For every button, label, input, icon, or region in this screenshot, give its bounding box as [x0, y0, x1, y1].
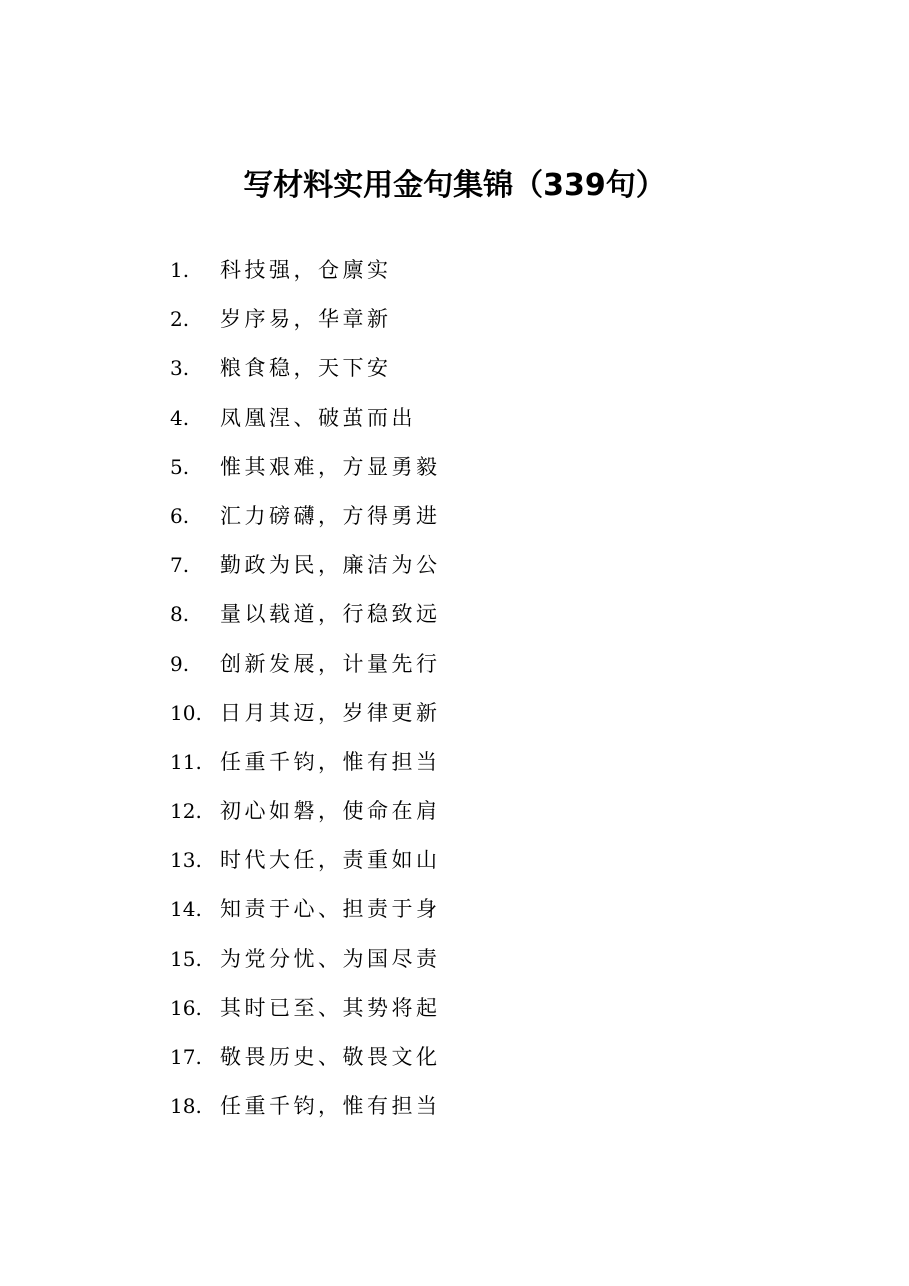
- item-number: 3.: [170, 356, 190, 381]
- phrase-list: [170, 246, 770, 1131]
- item-number: 1.: [170, 258, 190, 282]
- item-text: 科技强，仓廪实: [220, 258, 392, 282]
- item-text: 任重千钧，惟有担当: [220, 1094, 441, 1119]
- list-item: [170, 787, 770, 836]
- item-text: 惟其艰难，方显勇毅: [220, 454, 441, 479]
- item-number: 11.: [170, 749, 202, 774]
- list-item: [170, 344, 770, 393]
- item-number: 13.: [170, 848, 202, 873]
- list-item: [170, 689, 770, 738]
- list-item: [170, 640, 770, 689]
- item-text: 其时已至、其势将起: [220, 995, 441, 1020]
- item-text: 日月其迈，岁律更新: [220, 700, 441, 725]
- list-item: [170, 443, 770, 492]
- item-text: 凤凰涅、破茧而出: [220, 405, 416, 430]
- item-text: 粮食稳，天下安: [220, 356, 392, 381]
- item-text: 岁序易，华章新: [220, 307, 392, 332]
- item-number: 8.: [170, 602, 190, 627]
- item-number: 16.: [170, 995, 202, 1020]
- item-text: 时代大任，责重如山: [220, 848, 441, 873]
- list-item: [170, 1082, 770, 1131]
- item-number: 17.: [170, 1045, 202, 1069]
- item-number: 15.: [170, 946, 202, 971]
- item-number: 10.: [170, 700, 202, 725]
- list-item: [170, 394, 770, 443]
- list-item: [170, 541, 770, 590]
- item-text: 知责于心、担责于身: [220, 897, 441, 922]
- list-item: [170, 984, 770, 1033]
- item-text: 任重千钧，惟有担当: [220, 749, 441, 774]
- list-item: [170, 738, 770, 787]
- item-text: 汇力磅礴，方得勇进: [220, 503, 441, 528]
- item-number: 7.: [170, 553, 190, 578]
- item-number: 5.: [170, 454, 190, 479]
- item-text: 敬畏历史、敬畏文化: [220, 1045, 441, 1069]
- document-title: 写材料实用金句集锦（339句）: [243, 168, 666, 203]
- list-item: [170, 590, 770, 639]
- item-text: 勤政为民，廉洁为公: [220, 553, 441, 578]
- list-item: [170, 885, 770, 934]
- list-item: [170, 246, 770, 295]
- list-item: [170, 492, 770, 541]
- item-text: 创新发展，计量先行: [220, 651, 441, 676]
- list-item: [170, 295, 770, 344]
- item-number: 18.: [170, 1094, 202, 1119]
- item-text: 为党分忧、为国尽责: [220, 946, 441, 971]
- item-text: 初心如磐，使命在肩: [220, 799, 441, 824]
- list-item: [170, 836, 770, 885]
- item-number: 9.: [170, 651, 190, 676]
- item-text: 量以载道，行稳致远: [220, 602, 441, 627]
- item-number: 14.: [170, 897, 202, 922]
- item-number: 6.: [170, 503, 190, 528]
- item-number: 2.: [170, 307, 190, 332]
- list-item: [170, 1033, 770, 1082]
- item-number: 12.: [170, 799, 202, 824]
- item-number: 4.: [170, 405, 190, 430]
- list-item: [170, 935, 770, 984]
